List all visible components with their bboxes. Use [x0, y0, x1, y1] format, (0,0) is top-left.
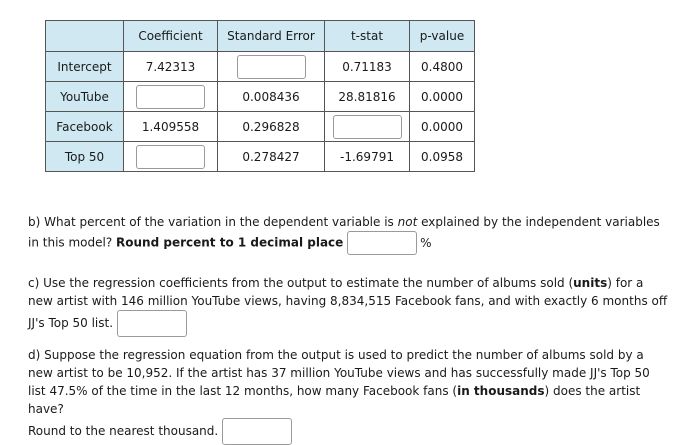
coefficient-cell: [124, 142, 218, 172]
question-b: [28, 213, 668, 255]
p-value-cell: 0.4800: [410, 52, 475, 82]
question-c-text: c) Use the regression coefficients from the output to estimate the number of albums sold (: [28, 276, 574, 290]
header-standard-error: Standard Error: [218, 21, 325, 52]
question-d-text: d) Suppose the regression equation from the output is used to predict the number of albums sold by a new artist to be 10,952. If the artist has 37 million YouTube views and has successfully made JJ's Top 50 list 47.5% of the time in the last 12 months, how many Facebook fans (: [28, 348, 650, 398]
regression-output-table: [45, 20, 475, 172]
facebook-t-stat-input[interactable]: [333, 115, 402, 139]
standard-error-cell: [218, 52, 325, 82]
facebook-fans-answer-input[interactable]: [222, 418, 292, 445]
coefficient-cell: 7.42313: [124, 52, 218, 82]
question-b-instruction: Round percent to 1 decimal place: [116, 235, 344, 250]
question-b-text-cont: explained by the independent variables in this model?: [28, 215, 660, 250]
row-label: Intercept: [46, 52, 124, 82]
header-coefficient: Coefficient: [124, 21, 218, 52]
question-d-units: in thousands: [457, 384, 545, 398]
t-stat-cell: 28.81816: [325, 82, 410, 112]
question-c-units: units: [573, 276, 608, 290]
t-stat-cell: -1.69791: [325, 142, 410, 172]
top50-coefficient-input[interactable]: [136, 145, 205, 169]
percent-unit: %: [420, 235, 432, 250]
table-row: [46, 52, 475, 82]
albums-sold-answer-input[interactable]: [117, 310, 187, 337]
p-value-cell: 0.0000: [410, 112, 475, 142]
t-stat-cell: 0.71183: [325, 52, 410, 82]
row-label: Top 50: [46, 142, 124, 172]
coefficient-cell: [124, 82, 218, 112]
header-t-stat: t-stat: [325, 21, 410, 52]
question-d: [28, 346, 668, 445]
question-c: [28, 274, 668, 337]
header-corner-cell: [46, 21, 124, 52]
table-row: [46, 112, 475, 142]
coefficient-cell: 1.409558: [124, 112, 218, 142]
t-stat-cell: [325, 112, 410, 142]
standard-error-cell: 0.278427: [218, 142, 325, 172]
standard-error-cell: 0.008436: [218, 82, 325, 112]
intercept-standard-error-input[interactable]: [237, 55, 306, 79]
percent-answer-input[interactable]: [347, 231, 417, 255]
question-b-text: b) What percent of the variation in the dependent variable is: [28, 215, 398, 229]
question-c-text-cont: ) for a new artist with 146 million YouTube views, having 8,834,515 Facebook fans, and with exactly 6 months off JJ's Top 50 list.: [28, 276, 668, 330]
question-d-rounding-note: Round to the nearest thousand.: [28, 424, 219, 438]
header-p-value: p-value: [410, 21, 475, 52]
p-value-cell: 0.0958: [410, 142, 475, 172]
question-d-text-cont: ) does the artist have?: [28, 384, 641, 416]
row-label: YouTube: [46, 82, 124, 112]
row-label: Facebook: [46, 112, 124, 142]
youtube-coefficient-input[interactable]: [136, 85, 205, 109]
question-b-emphasis: not: [397, 215, 418, 229]
table-row: [46, 142, 475, 172]
table-header-row: [46, 21, 475, 52]
table-row: [46, 82, 475, 112]
standard-error-cell: 0.296828: [218, 112, 325, 142]
p-value-cell: 0.0000: [410, 82, 475, 112]
